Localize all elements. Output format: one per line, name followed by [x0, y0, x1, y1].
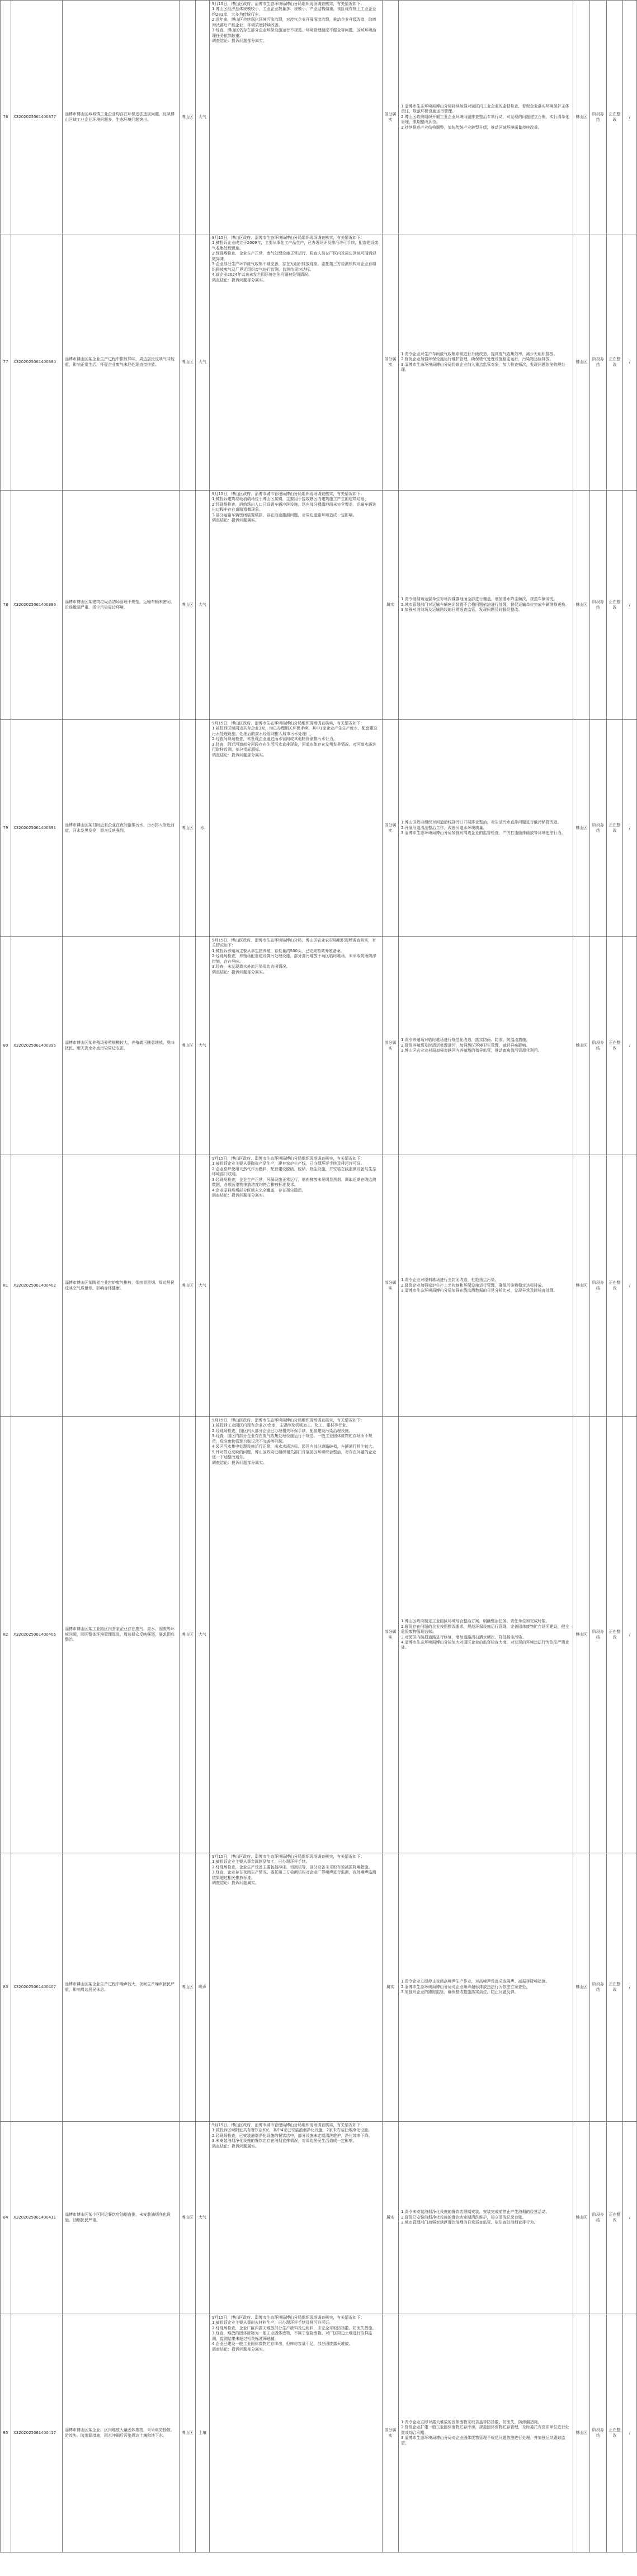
complaint-table-body — [1, 1, 637, 2553]
pollution-type: 大气 — [196, 2122, 210, 2314]
table-row — [1, 1417, 637, 1853]
row-number: 80 — [1, 937, 11, 1155]
accountability: / — [623, 1853, 637, 2122]
row-number: 78 — [1, 491, 11, 720]
table-row — [1, 491, 637, 720]
district: 博山区 — [180, 937, 196, 1155]
complaint-content: 淄博市博山区某小区附近餐饮店油烟直排，未安装油烟净化设施，油烟扰民严重。 — [63, 2122, 180, 2314]
complaint-content: 淄博市博山区域城镇工业企业均存在环保违法违规问题，反映博山区域工业企业环境问题多，生态环境问题突出。 — [63, 1, 180, 234]
handling-result: 阶段办结 — [590, 491, 607, 720]
table-row — [1, 1155, 637, 1417]
verification-status: 属实 — [383, 491, 399, 720]
complaint-content: 淄博市博山区某陶瓷企业窑炉废气排放，烟囱冒黑烟，周边居民反映空气质量差，影响身体健康。 — [63, 1155, 180, 1417]
investigation-findings: 9月15日，博山区政府、淄博市城市管理局博山分局组织现场调查核实，有关情况如下： 1.被投诉区域附近共有餐饮店6家，其中4家已安装油烟净化设施，2家未安装油烟净化设施。 2.经现场检查，已安装油烟净化设施的餐饮店中，部分设施未定期清洗维护，净化效率下降。 3.未安装油烟净化设施的餐饮店存在油烟直排情况，对周边居民生活造成一定影响。 调查结论：投诉问题属实。 — [210, 2122, 383, 2314]
case-id: X3202025061400402 — [11, 1155, 63, 1417]
rectification-status: 正在整改 — [607, 1155, 623, 1417]
investigation-findings: 9月15日，博山区政府、淄博市生态环境局博山分局组织现场调查核实，有关情况如下： 1.被投诉工业园区内现有企业20余家，主要涉及机械加工、化工、建材等行业。 2.经现场检查，园区内大部分企业已办理相关环保手续，配套建设污染治理设施。 3.经查，园区内部分企业存在废气收集处理设施运行不规范、一般工业固体废物贮存场所不规范、危险废物管理台账记录不完善等问题。 4.园区污水集中处理设施运行正常，出水水质达标。园区内部分道路破损，车辆通行扬尘较大。 5.针对群众反映的问题，博山区政府已组织相关部门开展园区环境综合整治，对存在问题的企业逐一下达整改通知。 调查结论：投诉问题部分属实。 — [210, 1417, 383, 1853]
verification-status: 部分属实 — [383, 1, 399, 234]
handling-measures: 1.责令企业立即停止夜间高噪声生产作业，对高噪声设备采取隔声、减振等降噪措施。 2.淄博市生态环境局博山分局对企业噪声超标排放违法行为依法立案查处。 3.加强对企业的跟踪监管，确保整改措施落实到位，防止问题反弹。 — [399, 1853, 573, 2122]
case-id: X3202025061400405 — [11, 1417, 63, 1853]
handling-measures: 1.博山区政府制定工业园区环境综合整治方案，明确整治任务、责任单位和完成时限。 2.督促存在问题的企业按照整改要求，规范环保设施运行管理，完善固体废物贮存场所建设，健全危险废物管理台账。 3.对园区内破损道路进行修复，增加道路清扫洒水频次，降低扬尘污染。 4.淄博市生态环境局博山分局加大对园区企业的监督检查力度，对发现的环境违法行为依法严肃查处。 — [399, 1417, 573, 1853]
accountability: / — [623, 720, 637, 937]
complaint-content: 淄博市博山区某工业园区内多家企业存在废气、废水、固废等环境问题，园区整体环境管理混乱，周边群众反映强烈，要求彻底整治。 — [63, 1417, 180, 1853]
case-id: X3202025061400417 — [11, 2314, 63, 2553]
complaint-content: 淄博市博山区某养殖场养殖规模较大，养殖粪污随意堆放，臭味扰民，雨天粪水外流污染周边农田。 — [63, 937, 180, 1155]
row-number: 84 — [1, 2122, 11, 2314]
investigation-findings: 9月15日，博山区政府、淄博市生态环境局博山分局组织现场调查核实，有关情况如下： 1.被投诉企业主要从事耐火材料生产，已办理环评手续及排污许可证。 2.经现场检查，企业厂区内露天堆放部分生产废料及边角料，未完全采取防扬散、防流失措施。 3.经查，堆放的固体废物为一般工业固体废物，不属于危险废物。对厂区周边土壤进行取样监测，监测结果未超过相关标准筛选值。 4.企业已建设一般工业固体废物贮存库房，但库房容量不足，部分固废露天堆放。 调查结论：投诉问题部分属实。 — [210, 2314, 383, 2553]
verification-status: 属实 — [383, 2122, 399, 2314]
verification-status: 部分属实 — [383, 937, 399, 1155]
district: 博山区 — [180, 1155, 196, 1417]
handling-result: 阶段办结 — [590, 1155, 607, 1417]
district: 博山区 — [180, 1417, 196, 1853]
case-id: X3202025061400377 — [11, 1, 63, 234]
investigation-findings: 9月15日，博山区政府、淄博市生态环境局博山分局组织现场调查核实，有关情况如下： 1.被投诉企业主要从事陶瓷产品生产，建有窑炉生产线，已办理环评手续及排污许可证。 2.企业窑炉使用天然气作为燃料，配套建设脱硫、脱硝、除尘设施，并安装在线监测设备与生态环境部门联网。 3.经现场检查，企业生产正常，环保设施正常运行，烟囱排放未见明显黑烟。调取近期在线监测数据，各项污染物排放浓度均符合排放标准要求。 4.企业原料堆场部分区域未完全覆盖，存在扬尘隐患。 调查结论：投诉问题部分属实。 — [210, 1155, 383, 1417]
complaint-content: 淄博市博山区某村附近有企业在夜间偷排污水，污水排入附近河道，河水发黑发臭，群众反映强烈。 — [63, 720, 180, 937]
responsible-unit: 博山区 — [573, 2314, 590, 2553]
accountability: / — [623, 1155, 637, 1417]
handling-measures: 1.责令养殖场对临时堆场进行规范化改造，落实防雨、防渗、防溢流措施。 2.督促养殖场及时清运处理粪污，加强场区环境卫生管理，减轻异味影响。 3.博山区农业农村局加强对辖区内养殖场的指导监管，推动畜禽粪污资源化利用。 — [399, 937, 573, 1155]
verification-status: 属实 — [383, 1853, 399, 2122]
case-id: X3202025061400411 — [11, 2122, 63, 2314]
rectification-status: 正在整改 — [607, 491, 623, 720]
responsible-unit: 博山区 — [573, 1853, 590, 2122]
accountability: / — [623, 491, 637, 720]
verification-status: 部分属实 — [383, 2314, 399, 2553]
complaint-content: 淄博市博山区某企业生产过程中噪声较大，夜间生产噪声扰民严重，影响周边居民休息。 — [63, 1853, 180, 2122]
accountability: / — [623, 2122, 637, 2314]
handling-result: 阶段办结 — [590, 2122, 607, 2314]
pollution-type: 大气 — [196, 937, 210, 1155]
handling-result: 阶段办结 — [590, 2314, 607, 2553]
investigation-findings: 9月15日，博山区政府、淄博市生态环境局博山分局、博山区农业农村局组织现场调查核实，有关情况如下： 1.被投诉养殖场主要从事生猪养殖，存栏量约500头，已完成畜禽养殖备案。 2.经现场检查，养殖场配套建设粪污处理设施，部分粪污堆放于场区临时堆场，未采取防雨防渗措施，存在异味。 3.经查，未发现粪水外流污染周边农田情况。 调查结论：投诉问题部分属实。 — [210, 937, 383, 1155]
case-id: X3202025061400407 — [11, 1853, 63, 2122]
complaint-content: 淄博市博山区某企业生产过程中排放异味，周边居民反映气味较重，影响正常生活，怀疑企业废气未经处理直接排放。 — [63, 234, 180, 491]
responsible-unit: 博山区 — [573, 1, 590, 234]
pollution-type: 大气 — [196, 1417, 210, 1853]
district: 博山区 — [180, 1, 196, 234]
handling-measures: 1.责令企业立即对露天堆放的固体废物采取苫盖等防扬散、防流失、防渗漏措施。 2.督促企业扩建一般工业固体废物贮存库房，规范固体废物贮存管理，及时委托有资质单位进行处置或综合利用。 3.淄博市生态环境局博山分局对企业固体废物管理不规范问题依法进行处理，并加强后续跟踪监管。 — [399, 2314, 573, 2553]
handling-result: 阶段办结 — [590, 234, 607, 491]
accountability: / — [623, 1417, 637, 1853]
case-id: X3202025061400386 — [11, 491, 63, 720]
table-row — [1, 937, 637, 1155]
pollution-type: 大气 — [196, 1, 210, 234]
case-id: X3202025061400391 — [11, 720, 63, 937]
responsible-unit: 博山区 — [573, 234, 590, 491]
complaint-content: 淄博市博山区某建筑垃圾消纳场管理不规范，运输车辆未密闭，沿途撒漏严重，扬尘污染周边环境。 — [63, 491, 180, 720]
row-number: 81 — [1, 1155, 11, 1417]
pollution-type: 大气 — [196, 234, 210, 491]
row-number: 77 — [1, 234, 11, 491]
row-number: 82 — [1, 1417, 11, 1853]
district: 博山区 — [180, 2122, 196, 2314]
district: 博山区 — [180, 1853, 196, 2122]
table-row — [1, 1, 637, 234]
pollution-type: 水 — [196, 720, 210, 937]
rectification-status: 正在整改 — [607, 234, 623, 491]
responsible-unit: 博山区 — [573, 491, 590, 720]
rectification-status: 正在整改 — [607, 937, 623, 1155]
investigation-findings: 9月15日，博山区政府、淄博市生态环境局博山分局组织现场调查核实，有关情况如下： 1.被投诉企业主要从事金属制品加工，已办理环评手续。 2.经现场检查，企业生产设备主要包括冲床、切割机等，部分设备未采取有效减振降噪措施。 3.经查，企业存在夜间生产情况。委托第三方检测机构对企业厂界噪声进行监测，夜间噪声监测结果超过相关排放标准。 调查结论：投诉问题属实。 — [210, 1853, 383, 2122]
table-row — [1, 2122, 637, 2314]
accountability: / — [623, 2314, 637, 2553]
pollution-type: 大气 — [196, 491, 210, 720]
accountability: / — [623, 234, 637, 491]
rectification-status: 正在整改 — [607, 1417, 623, 1853]
handling-measures: 1.责令企业对生产车间废气收集系统进行升级改造，提高废气收集效率，减少无组织排放。 2.督促企业加强环保设施运行维护管理，确保废气处理设施稳定运行，污染物达标排放。 3.淄博市生态环境局博山分局将该企业纳入重点监管对象，加大检查频次，发现问题依法依规处理。 — [399, 234, 573, 491]
investigation-findings: 9月15日，博山区政府、淄博市生态环境局博山分局组织现场调查核实，有关情况如下： 1.被投诉区域周边共有企业3家，均已办理相关环保手续，其中1家企业产生生产废水，配套建设污水处理设施，处理后的废水经管网排入城市污水处理厂。 2.经夜间现场检查，未发现企业通过雨水管网或其他暗管偷排污水行为。 3.经查，附近河道部分河段存在生活污水直排现象，河道水体存在发黑发臭情况。对河道水质进行取样监测，部分指标超标。 调查结论：投诉问题部分属实。 — [210, 720, 383, 937]
investigation-findings: 9月15日，博山区政府、淄博市生态环境局博山分局组织现场调查核实，有关情况如下： 1.博山区经济总体规模较小，工业企业数量多、规模小、产业结构偏重，该区现有规上工业企业约283家，大多为传统行业。 2.近年来，博山区持续深化环境污染治理，对涉气企业开展深度治理，推动企业升级改造，取缔淘汰落后产能企业，环境质量持续改善。 3.经查，博山区仍存在部分企业环保设施运行不规范、环境管理制度不健全等问题，区域环境治理任务依然较重。 调查结论：投诉问题部分属实。 — [210, 1, 383, 234]
complaint-content: 淄博市博山区某企业厂区内堆放大量固体废物，未采取防扬散、防流失、防渗漏措施，雨水冲刷后污染周边土壤和地下水。 — [63, 2314, 180, 2553]
handling-measures: 1.责令企业对原料堆场进行全封闭改造，杜绝扬尘污染。 2.督促企业加强窑炉生产工艺控制和环保设施运行管理，确保污染物稳定达标排放。 3.淄博市生态环境局博山分局加强在线监测数据的日常分析比对，发现异常及时核查处理。 — [399, 1155, 573, 1417]
handling-result: 阶段办结 — [590, 1, 607, 234]
responsible-unit: 博山区 — [573, 2122, 590, 2314]
table-row — [1, 234, 637, 491]
row-number: 85 — [1, 2314, 11, 2553]
rectification-status: 正在整改 — [607, 2122, 623, 2314]
table-row — [1, 2314, 637, 2553]
handling-result: 阶段办结 — [590, 1853, 607, 2122]
rectification-status: 正在整改 — [607, 720, 623, 937]
rectification-status: 正在整改 — [607, 1, 623, 234]
investigation-findings: 9月15日，博山区政府、淄博市城市管理局博山分局组织现场调查核实，有关情况如下： 1.被投诉建筑垃圾消纳场位于博山区某镇，主要用于接收辖区内建筑施工产生的建筑垃圾。 2.经现场检查，消纳场出入口已设置车辆冲洗设施，场内部分裸露地面未完全覆盖，运输车辆进出过程中存在道路遗撒现象。 3.部分运输车辆密闭装置破损，存在沿途撒漏问题，对周边道路环境造成一定影响。 调查结论：投诉问题属实。 — [210, 491, 383, 720]
row-number: 83 — [1, 1853, 11, 2122]
handling-result: 阶段办结 — [590, 1417, 607, 1853]
responsible-unit: 博山区 — [573, 937, 590, 1155]
district: 博山区 — [180, 2314, 196, 2553]
verification-status: 部分属实 — [383, 1417, 399, 1853]
district: 博山区 — [180, 491, 196, 720]
verification-status: 部分属实 — [383, 234, 399, 491]
row-number: 79 — [1, 720, 11, 937]
verification-status: 部分属实 — [383, 1155, 399, 1417]
rectification-status: 正在整改 — [607, 2314, 623, 2553]
responsible-unit: 博山区 — [573, 1155, 590, 1417]
handling-result: 阶段办结 — [590, 937, 607, 1155]
accountability: / — [623, 937, 637, 1155]
handling-measures: 1.淄博市生态环境局博山分局持续加强对辖区内工业企业的监督检查，督促企业落实环境保护主体责任，规范环保设施运行管理。 2.博山区政府组织开展工业企业环境问题排查整治专项行动，对发现的问题建立台账，实行清单化管理，限期整改到位。 3.持续推进产业结构调整，加快传统产业转型升级，推动区域环境质量持续改善。 — [399, 1, 573, 234]
handling-result: 阶段办结 — [590, 720, 607, 937]
responsible-unit: 博山区 — [573, 1417, 590, 1853]
handling-measures: 1.博山区政府组织对河道沿线排污口开展排查整治，对生活污水直排问题进行截污纳管改造。 2.开展河道清淤整治工作，改善河道水环境质量。 3.淄博市生态环境局博山分局加强对周边企业的监督检查，严厉打击偷排偷放等环境违法行为。 — [399, 720, 573, 937]
case-id: X3202025061400380 — [11, 234, 63, 491]
table-row — [1, 1853, 637, 2122]
row-number: 76 — [1, 1, 11, 234]
district: 博山区 — [180, 720, 196, 937]
handling-measures: 1.责令未安装油烟净化设施的餐饮店限期安装，安装完成前停止产生油烟的经营活动。 2.督促已安装油烟净化设施的餐饮店定期清洗维护，建立清洗记录台账。 3.城市管理部门加强对辖区餐饮油烟的日常巡查监管，依法查处油烟直排行为。 — [399, 2122, 573, 2314]
verification-status: 部分属实 — [383, 720, 399, 937]
investigation-findings: 9月15日，博山区政府、淄博市生态环境局博山分局组织现场调查核实，有关情况如下： 1.被投诉企业成立于2009年，主要从事化工产品生产，已办理环评及排污许可手续，配套建设废气收集处理设施。 2.经现场检查，企业生产正常，废气处理设施正常运行，检查人员在厂区内及周边区域可闻到轻微异味。 3.企业部分生产环节废气收集不够完善，存在无组织排放现象。委托第三方检测机构对企业有组织排放废气及厂界无组织废气进行监测，监测结果均达标。 4.该企业2024年以来未发生因环境违法问题被处罚情况。 调查结论：投诉问题部分属实。 — [210, 234, 383, 491]
handling-measures: 1.责令消纳场运营单位对场内裸露地面全部进行覆盖，增加洒水降尘频次，规范车辆冲洗。 2.城市管理部门对运输车辆密闭装置不合格问题依法进行处理，督促运输单位完成车辆维修更换。 3.加强对消纳场及运输路线的日常巡查监管，发现问题及时督促整改。 — [399, 491, 573, 720]
accountability: / — [623, 1, 637, 234]
table-row — [1, 720, 637, 937]
district: 博山区 — [180, 234, 196, 491]
pollution-type: 土壤 — [196, 2314, 210, 2553]
responsible-unit: 博山区 — [573, 720, 590, 937]
rectification-status: 正在整改 — [607, 1853, 623, 2122]
pollution-type: 大气 — [196, 1155, 210, 1417]
case-id: X3202025061400395 — [11, 937, 63, 1155]
pollution-type: 噪声 — [196, 1853, 210, 2122]
